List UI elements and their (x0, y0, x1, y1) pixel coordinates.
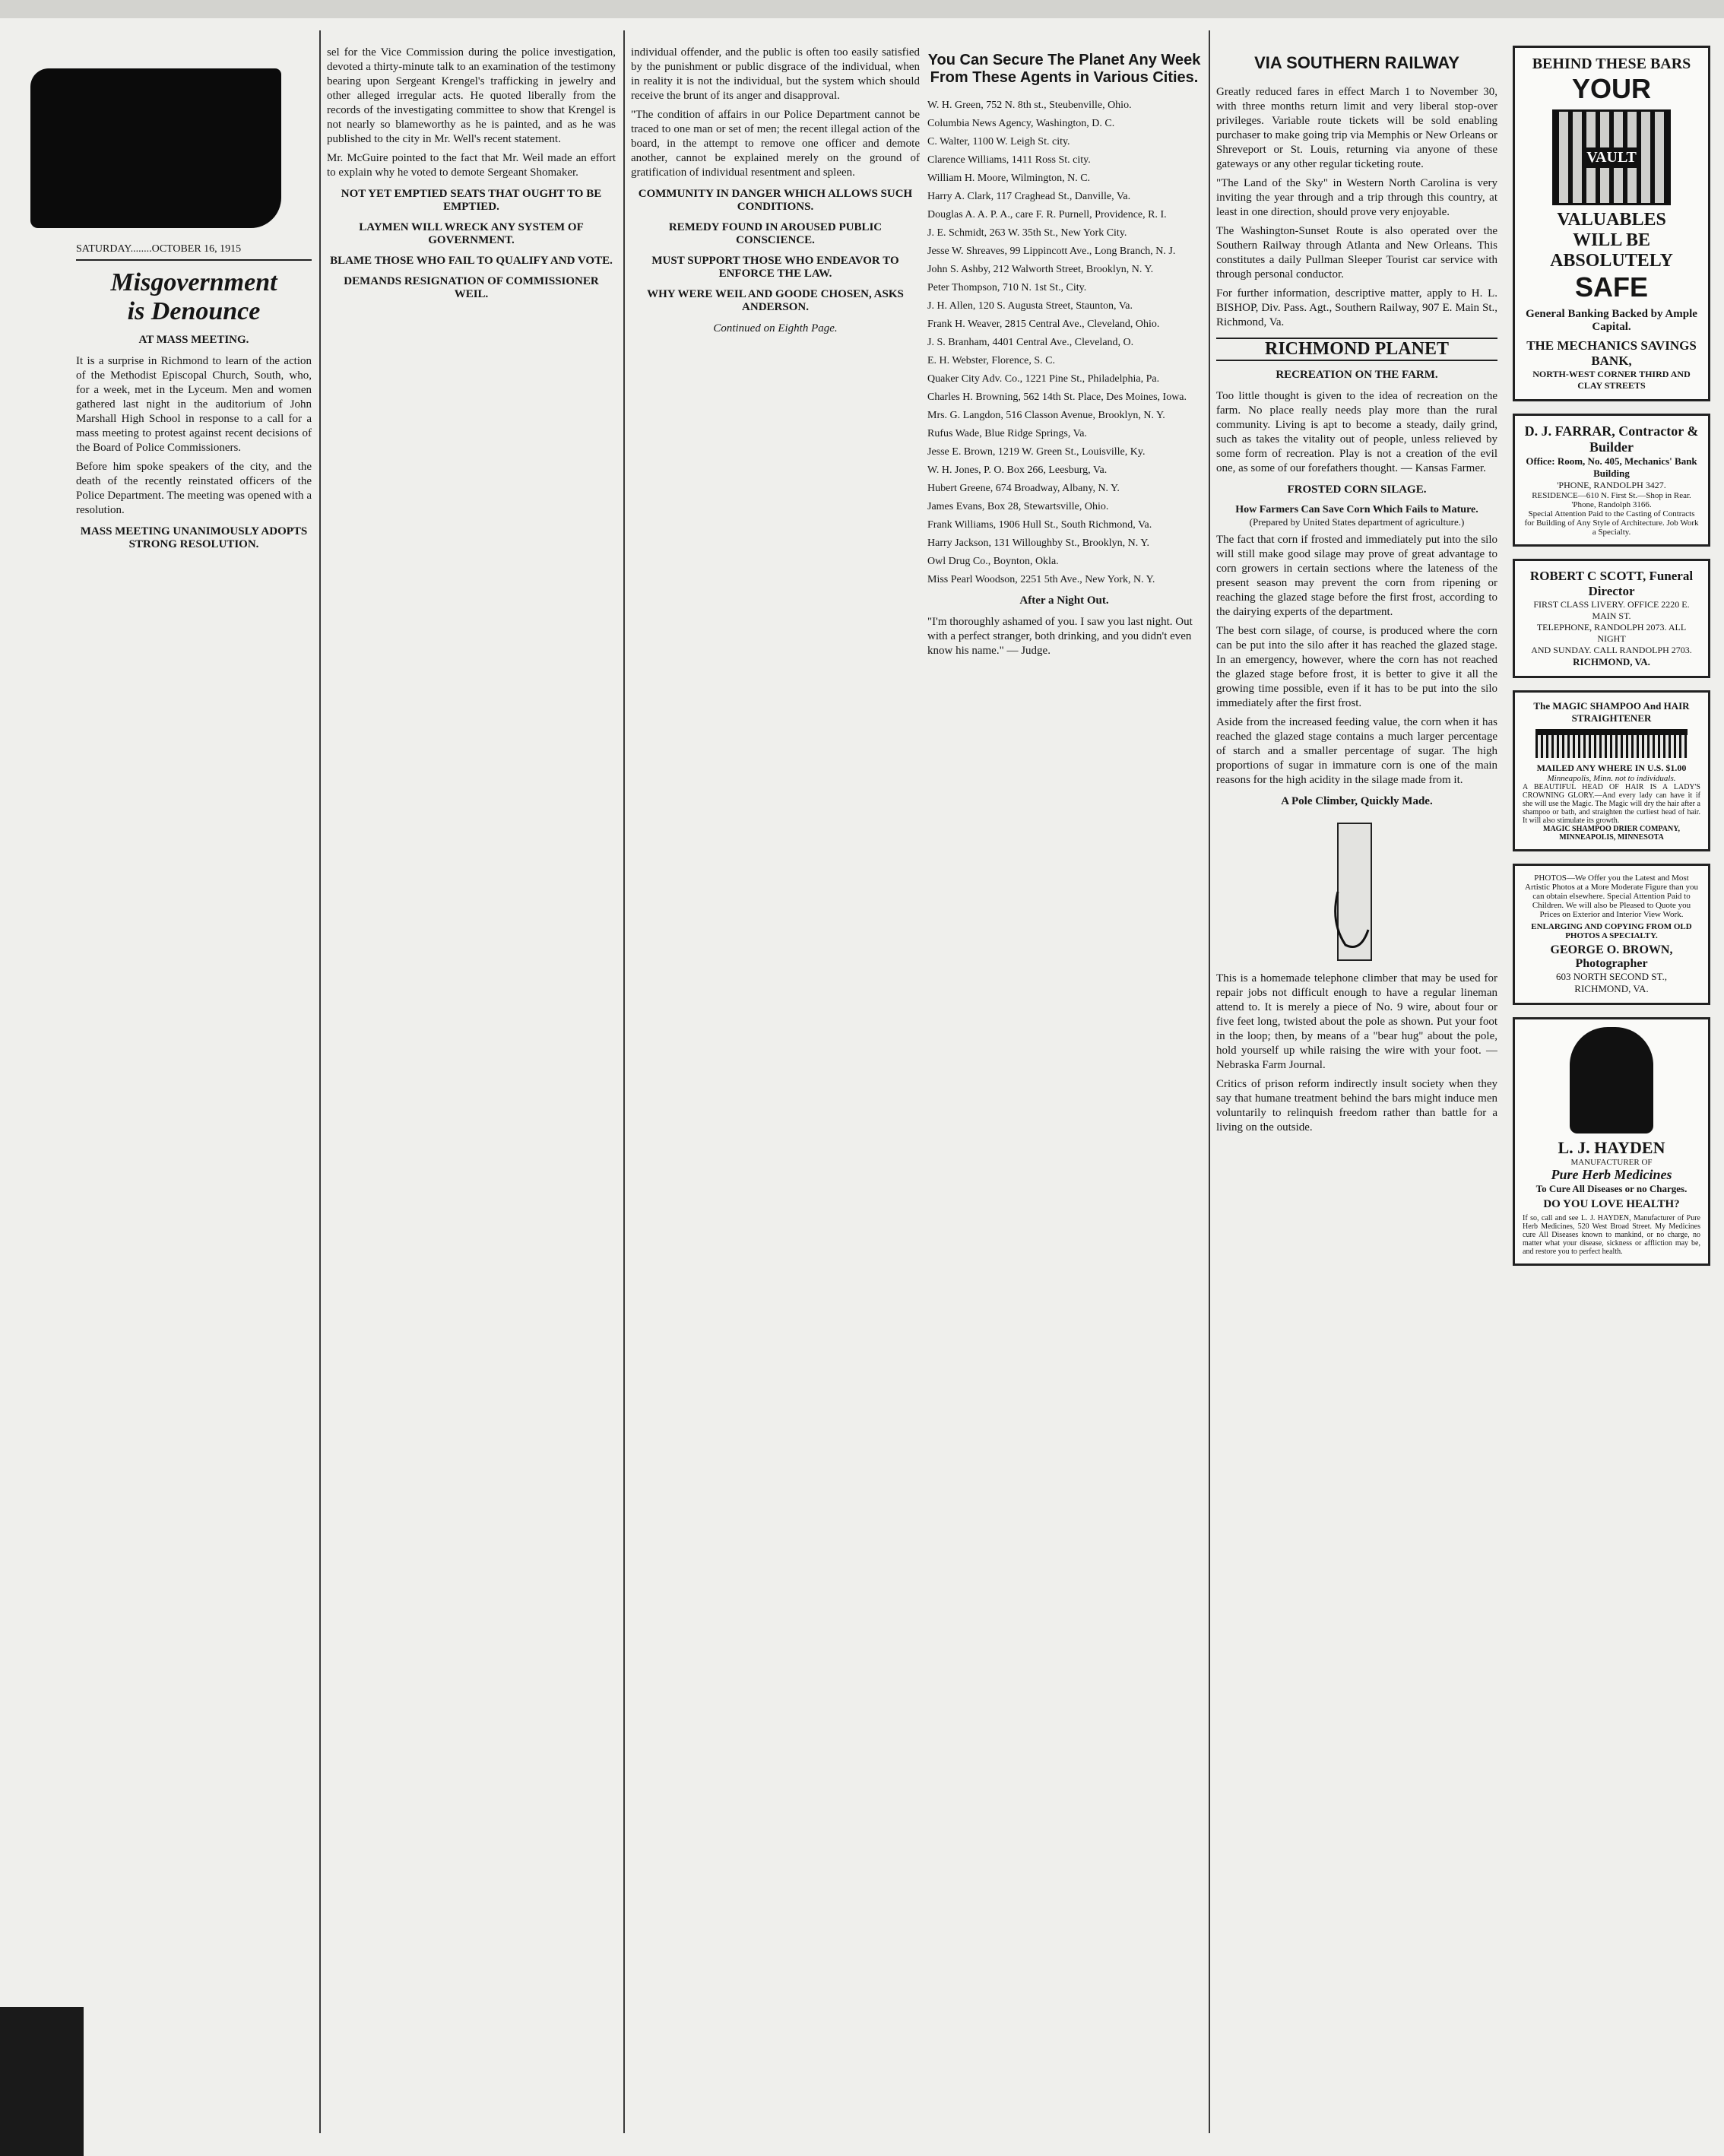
agent-entry: Columbia News Agency, Washington, D. C. (927, 118, 1115, 129)
railway-paragraph: "The Land of the Sky" in Western North Carolina is very inviting the year through and a trip through this country, at least in one direction, should prove very enjoyable. (1216, 177, 1497, 218)
comb-illustration (1535, 729, 1688, 758)
agent-entry: William H. Moore, Wilmington, N. C. (927, 173, 1091, 184)
bank-ad (1513, 46, 1710, 401)
farrar-note: Special Attention Paid to the Casting of Contracts for Building of Any Style of Architecture. Job Work a Specialty. (1524, 509, 1699, 537)
agent-entry: Peter Thompson, 710 N. 1st St., City. (927, 282, 1087, 293)
silage-paragraph: The best corn silage, of course, is produced where the corn can be put into the silo after it has reached the glazed stage. In an emergency, however, where the corn has not reached the glazed stage before frost, it is better to give it all the growing time possible, even if it has to be put into the silo immediately after the first frost. (1216, 625, 1497, 709)
col3-subhead: MUST SUPPORT THOSE WHO ENDEAVOR TO ENFORCE THE LAW. (651, 255, 899, 280)
agent-entry: Harry A. Clark, 117 Craghead St., Danville, Va. (927, 191, 1131, 202)
damaged-bottom-corner (0, 2007, 84, 2156)
pole-title: A Pole Climber, Quickly Made. (1281, 795, 1433, 807)
agent-entry: Hubert Greene, 674 Broadway, Albany, N. Y. (927, 483, 1120, 494)
hayden-name: L. J. HAYDEN (1558, 1138, 1665, 1157)
continued-note: Continued on Eighth Page. (713, 322, 838, 334)
agent-entry: Frank Williams, 1906 Hull St., South Richmond, Va. (927, 519, 1152, 531)
brown-ad (1513, 864, 1710, 1005)
lead-subhead: MASS MEETING UNANIMOUSLY ADOPTS STRONG RESOLUTION. (80, 525, 308, 550)
silage-paragraph: The fact that corn if frosted and immediately put into the silo will still make good silage may prove of great advantage to corn growers in certain sections where the lateness of the present season may prevent the corn from ripening or reaching the glazed stage before the first frost, according to the dairying experts of the department. (1216, 534, 1497, 618)
railway-paragraph: The Washington-Sunset Route is also operated over the Southern Railway through Atlanta and New Orleans. This constitutes a daily Pullman Sleeper Tourist car service with through personal conductor. (1216, 225, 1497, 281)
top-edge-band (0, 0, 1724, 18)
agent-entry: James Evans, Box 28, Stewartsville, Ohio. (927, 501, 1109, 512)
col3-subhead: COMMUNITY IN DANGER WHICH ALLOWS SUCH CONDITIONS. (638, 188, 913, 213)
railway-column (1216, 46, 1497, 2098)
col2-paragraph: Mr. McGuire pointed to the fact that Mr. Weil made an effort to explain why he voted to demote Sergeant Shomaker. (327, 152, 616, 179)
agent-entry: Jesse E. Brown, 1219 W. Green St., Louisville, Ky. (927, 446, 1146, 458)
agent-entry: W. H. Jones, P. O. Box 266, Leesburg, Va. (927, 464, 1108, 476)
agent-entry: John S. Ashby, 212 Walworth Street, Brooklyn, N. Y. (927, 264, 1154, 275)
col2-paragraph: sel for the Vice Commission during the police investigation, devoted a thirty-minute talk to an examination of the testimony bearing upon Sergeant Krengel's trafficking in jewelry and other alleged irregular acts. He quoted liberally from the records of the investigating committee to show that Krengel is not nearly so blameworthy as he is painted, and as he was published to the city in Mr. Well's recent statement. (327, 46, 616, 145)
bank-sub: General Banking Backed by Ample Capital. (1526, 308, 1697, 333)
planet-masthead: RICHMOND PLANET (1216, 338, 1497, 361)
scott-line-3: AND SUNDAY. CALL RANDOLPH 2703. (1531, 645, 1692, 655)
column-rule (623, 30, 625, 2133)
vault-word: VAULT (1582, 147, 1641, 168)
railway-header: VIA SOUTHERN RAILWAY (1254, 53, 1459, 72)
agent-entry: Mrs. G. Langdon, 516 Classon Avenue, Brooklyn, N. Y. (927, 410, 1165, 421)
lead-headline-1: Misgovernment (110, 268, 277, 296)
farm-text: Too little thought is given to the idea of recreation on the farm. No place really needs play more than the rural community. Living is apt to become a steady, daily grind, such as takes the vitality out of people, unless relieved by some form of recreation. Play is not a creation of the evil one, as some of our forefathers thought. — Kansas Farmer. (1216, 390, 1497, 474)
farrar-phone: 'PHONE, RANDOLPH 3427. (1557, 480, 1666, 490)
bank-line-3: VALUABLES (1557, 210, 1666, 230)
brown-text-2: ENLARGING AND COPYING FROM OLD PHOTOS A SPECIALTY. (1531, 922, 1692, 940)
silage-paragraph: Aside from the increased feeding value, the corn when it has reached the glazed stage contains a much larger percentage of starch and a smaller percentage of sugar. The high proportions of sugar in immature corn is one of the main reasons for the high acidity in the silage made from it. (1216, 716, 1497, 786)
hayden-product: Pure Herb Medicines (1551, 1167, 1672, 1182)
scott-city: RICHMOND, VA. (1573, 656, 1650, 667)
farrar-office: Office: Room, No. 405, Mechanics' Bank Building (1526, 455, 1697, 479)
col3-paragraph: individual offender, and the public is often too easily satisfied by the punishment or public disgrace of the individual, when in reality it is not the individual, but the system which should receive the brunt of its anger and disapproval. (631, 46, 920, 102)
column-rule (1209, 30, 1210, 2133)
pole-text: This is a homemade telephone climber that may be used for repair jobs not difficult enough to have a regular lineman attend to. It is merely a piece of No. 9 wire, about four or five feet long, twisted about the pole as shown. Put your foot in the loop; then, by means of a "bear hug" about the pole, hold yourself up while raising the wire with your foot. — Nebraska Farm Journal. (1216, 972, 1497, 1071)
bank-name: THE MECHANICS SAVINGS BANK, (1526, 338, 1697, 368)
prison-text: Critics of prison reform indirectly insult society when they say that humane treatment behind the bars might induce men voluntarily to relinquish freedom rather than battle for a living on the outside. (1216, 1078, 1497, 1133)
agent-entry: Rufus Wade, Blue Ridge Springs, Va. (927, 428, 1087, 439)
bank-line-5: ABSOLUTELY (1550, 251, 1673, 271)
agent-entry: C. Walter, 1100 W. Leigh St. city. (927, 136, 1070, 147)
magic-text: A BEAUTIFUL HEAD OF HAIR IS A LADY'S CROWNING GLORY.—And every lady can have it if she will use the Magic. The Magic will dry the hair after a shampoo or bath, and straighten the curliest head of hair. It will also stimulate its growth. (1523, 783, 1700, 825)
agent-entry: Owl Drug Co., Boynton, Okla. (927, 556, 1059, 567)
dateline: SATURDAY........OCTOBER 16, 1915 (76, 243, 312, 261)
railway-paragraph: For further information, descriptive matter, apply to H. L. BISHOP, Div. Pass. Agt., Southern Railway, 907 E. Main St., Richmond, Va. (1216, 287, 1497, 328)
brown-text-1: PHOTOS—We Offer you the Latest and Most Artistic Photos at a More Moderate Figure than you can obtain elsewhere. Special Attention Paid to Children. We will also be Pleased to Quote you Prices on Exterior and Interior View Work. (1525, 873, 1698, 919)
ads-column (1513, 46, 1710, 2098)
column-rule (319, 30, 321, 2133)
hayden-portrait (1570, 1027, 1653, 1133)
brown-address: 603 NORTH SECOND ST., (1556, 971, 1667, 982)
column-3 (631, 46, 920, 2098)
col3-subhead: REMEDY FOUND IN AROUSED PUBLIC CONSCIENCE. (668, 221, 883, 246)
agent-entry: Miss Pearl Woodson, 2251 5th Ave., New York, N. Y. (927, 574, 1155, 585)
col2-subhead: LAYMEN WILL WRECK ANY SYSTEM OF GOVERNMENT. (359, 221, 584, 246)
magic-ad (1513, 690, 1710, 851)
planet-agents-header: You Can Secure The Planet Any Week From These Agents in Various Cities. (927, 52, 1201, 86)
farrar-name: D. J. FARRAR, Contractor & Builder (1524, 423, 1699, 455)
silage-subtitle: How Farmers Can Save Corn Which Fails to Mature. (1235, 504, 1478, 515)
bank-line-6: SAFE (1574, 271, 1648, 303)
column-1 (76, 243, 312, 2098)
scott-ad (1513, 559, 1710, 678)
magic-company: MAGIC SHAMPOO DRIER COMPANY, MINNEAPOLIS, MINNESOTA (1543, 825, 1680, 842)
col2-subhead: NOT YET EMPTIED SEATS THAT OUGHT TO BE EMPTIED. (341, 188, 602, 213)
hayden-slogan: To Cure All Diseases or no Charges. (1535, 1183, 1688, 1194)
brown-city: RICHMOND, VA. (1574, 983, 1649, 994)
planet-agents-list (927, 99, 1201, 587)
agent-entry: Harry Jackson, 131 Willoughby St., Brooklyn, N. Y. (927, 537, 1150, 549)
col2-subhead: BLAME THOSE WHO FAIL TO QUALIFY AND VOTE. (330, 255, 613, 267)
agent-entry: J. H. Allen, 120 S. Augusta Street, Staunton, Va. (927, 300, 1133, 312)
scott-line-1: FIRST CLASS LIVERY. OFFICE 2220 E. MAIN ST. (1533, 599, 1690, 621)
column-2 (327, 46, 616, 2098)
farm-title: RECREATION ON THE FARM. (1276, 369, 1438, 381)
agent-entry: J. E. Schmidt, 263 W. 35th St., New York City. (927, 227, 1127, 239)
agent-entry: E. H. Webster, Florence, S. C. (927, 355, 1055, 366)
bank-address: NORTH-WEST CORNER THIRD AND CLAY STREETS (1532, 369, 1691, 391)
bank-line-2: YOUR (1571, 73, 1651, 104)
planet-agents-column (927, 46, 1201, 2098)
hayden-question: DO YOU LOVE HEALTH? (1543, 1198, 1680, 1210)
joke-text: "I'm thoroughly ashamed of you. I saw you last night. Out with a perfect stranger, both drinking, and you didn't even know his name." — Judge. (927, 616, 1193, 657)
col2-subhead: DEMANDS RESIGNATION OF COMMISSIONER WEIL. (344, 275, 599, 300)
joke-title: After a Night Out. (1019, 594, 1109, 607)
lead-paragraph: It is a surprise in Richmond to learn of the action of the Methodist Episcopal Church, South, who, for a week, met in the Lyceum. Men and women gathered last night in the auditorium of John Marshall High School in response to a call for a mass meeting to protest against recent decisions of the Board of Police Commissioners. (76, 355, 312, 454)
hayden-ad (1513, 1017, 1710, 1266)
hayden-sub: MANUFACTURER OF (1570, 1158, 1653, 1167)
agent-entry: Clarence Williams, 1411 Ross St. city. (927, 154, 1091, 166)
silage-title: FROSTED CORN SILAGE. (1287, 484, 1427, 496)
brown-name: GEORGE O. BROWN, Photographer (1550, 943, 1673, 970)
bank-line-1: BEHIND THESE BARS (1532, 55, 1691, 72)
railway-paragraph: Greatly reduced fares in effect March 1 to November 30, with three months return limit and very liberal stop-over privileges. Variable route tickets will be sold enabling purchaser to make going trip via Memphis or New Orleans or Shreveport or St. Louis, returning via anyone of these gateways or any other regular ticketing route. (1216, 86, 1497, 170)
lead-kicker: AT MASS MEETING. (138, 334, 249, 346)
silage-credit: (Prepared by United States department of agriculture.) (1249, 516, 1465, 528)
col3-paragraph: "The condition of affairs in our Police Department cannot be traced to one man or set of men; the recent illegal action of the board, in the attempt to remove one officer and demote another, cannot be explained merely on the ground of gratification of individual resentment and spleen. (631, 109, 920, 179)
lead-headline-2: is Denounce (127, 297, 261, 325)
scott-name: ROBERT C SCOTT, Funeral Director (1529, 569, 1694, 598)
magic-brand: The MAGIC SHAMPOO And HAIR STRAIGHTENER (1533, 700, 1690, 724)
ink-blot (30, 68, 281, 228)
magic-city: Minneapolis, Minn. not to individuals. (1547, 774, 1676, 783)
hayden-text: If so, call and see L. J. HAYDEN, Manufacturer of Pure Herb Medicines, 520 West Broad Street. My Medicines cure All Diseases known to mankind, or no charge, no matter what your disease, sickness or affliction may be, and restore you to perfect health. (1523, 1214, 1700, 1256)
agent-entry: Quaker City Adv. Co., 1221 Pine St., Philadelphia, Pa. (927, 373, 1160, 385)
scott-line-2: TELEPHONE, RANDOLPH 2073. ALL NIGHT (1536, 622, 1687, 644)
agent-entry: Frank H. Weaver, 2815 Central Ave., Cleveland, Ohio. (927, 319, 1160, 330)
agent-entry: Charles H. Browning, 562 14th St. Place, Des Moines, Iowa. (927, 392, 1187, 403)
farrar-ad (1513, 414, 1710, 547)
bank-line-4: WILL BE (1572, 230, 1651, 250)
agent-entry: Douglas A. A. P. A., care F. R. Purnell, Providence, R. I. (927, 209, 1167, 220)
bank-vault-illustration (1552, 109, 1671, 205)
pole-climber-illustration (1216, 816, 1490, 968)
col3-subhead: WHY WERE WEIL AND GOODE CHOSEN, ASKS ANDERSON. (647, 288, 904, 313)
agent-entry: W. H. Green, 752 N. 8th st., Steubenville, Ohio. (927, 100, 1132, 111)
farrar-residence: RESIDENCE—610 N. First St.—Shop in Rear. 'Phone, Randolph 3166. (1532, 491, 1691, 509)
magic-mailed: MAILED ANY WHERE IN U.S. $1.00 (1536, 763, 1687, 773)
agent-entry: Jesse W. Shreaves, 99 Lippincott Ave., Long Branch, N. J. (927, 246, 1176, 257)
agent-entry: J. S. Branham, 4401 Central Ave., Cleveland, O. (927, 337, 1134, 348)
lead-paragraph: Before him spoke speakers of the city, and the death of the recently reinstated officers of the Police Department. The meeting was opened with a resolution. (76, 461, 312, 516)
